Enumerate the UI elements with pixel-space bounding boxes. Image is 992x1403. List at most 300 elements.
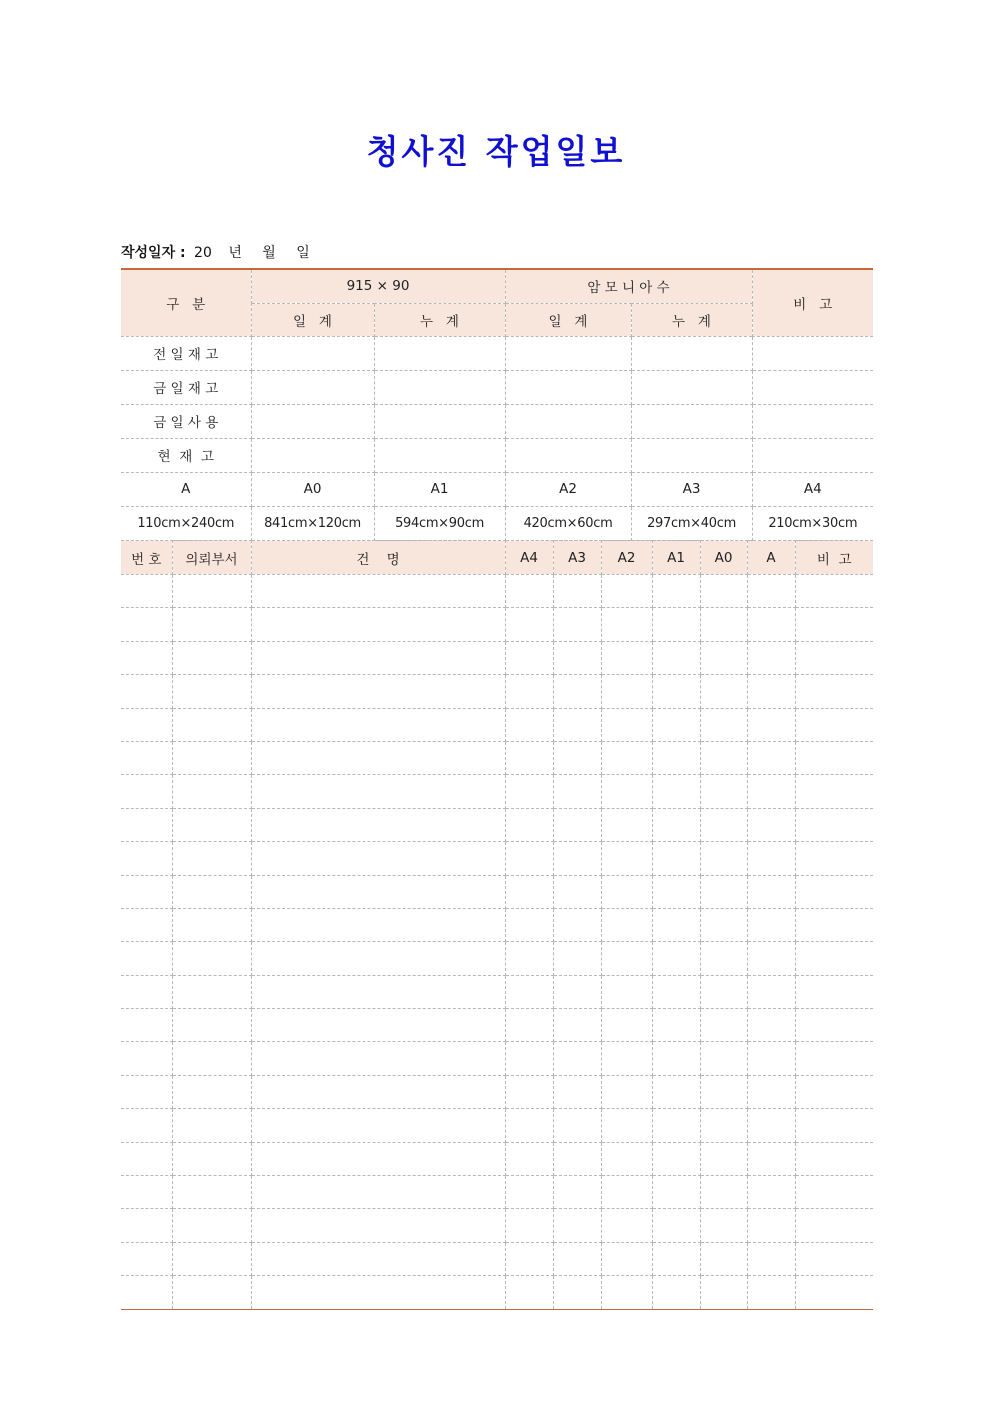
entry-cell[interactable] (601, 808, 652, 841)
entry-cell[interactable] (553, 1075, 601, 1108)
entry-cell[interactable] (505, 1009, 553, 1042)
entry-cell[interactable] (553, 842, 601, 875)
table-row (121, 908, 873, 941)
value-cell[interactable] (505, 404, 631, 438)
entry-cell[interactable] (747, 708, 795, 741)
date-line (121, 242, 314, 262)
entry-cell[interactable] (700, 842, 747, 875)
entry-cell[interactable] (505, 1276, 553, 1309)
entry-cell[interactable] (652, 942, 700, 975)
entry-cell[interactable] (652, 1109, 700, 1142)
entry-cell[interactable] (172, 775, 251, 808)
entry-cell[interactable] (251, 1142, 505, 1175)
entry-cell[interactable] (172, 808, 251, 841)
entry-cell[interactable] (601, 675, 652, 708)
entry-cell[interactable] (553, 775, 601, 808)
entry-cell[interactable] (553, 1109, 601, 1142)
entry-cell[interactable] (795, 1176, 873, 1209)
value-cell[interactable] (631, 438, 752, 472)
entry-cell[interactable] (700, 1075, 747, 1108)
entry-cell[interactable] (795, 1009, 873, 1042)
entry-cell[interactable] (172, 1242, 251, 1275)
table-row (121, 1042, 873, 1075)
entry-cell[interactable] (601, 908, 652, 941)
table-row (121, 975, 873, 1008)
header-a0: A0 (700, 541, 747, 575)
entry-cell[interactable] (172, 708, 251, 741)
value-cell[interactable] (374, 404, 505, 438)
row-label: 전 일 재 고 (121, 336, 251, 370)
entry-cell[interactable] (121, 875, 172, 908)
entry-cell[interactable] (553, 908, 601, 941)
entry-cell[interactable] (121, 842, 172, 875)
entry-cell[interactable] (747, 641, 795, 674)
entry-cell[interactable] (251, 741, 505, 774)
sub-header: 누 계 (631, 303, 752, 336)
entry-cell[interactable] (251, 608, 505, 641)
entry-cell[interactable] (121, 775, 172, 808)
entry-cell[interactable] (121, 675, 172, 708)
entry-cell[interactable] (652, 1209, 700, 1242)
entry-cell[interactable] (172, 942, 251, 975)
entry-cell[interactable] (553, 808, 601, 841)
entry-cell[interactable] (795, 875, 873, 908)
entry-cell[interactable] (251, 641, 505, 674)
entry-cell[interactable] (601, 975, 652, 1008)
entry-cell[interactable] (601, 842, 652, 875)
entry-cell[interactable] (251, 842, 505, 875)
entry-cell[interactable] (700, 1009, 747, 1042)
entry-cell[interactable] (172, 608, 251, 641)
table-row (121, 775, 873, 808)
date-year: 년 (228, 245, 242, 261)
entry-cell[interactable] (601, 1209, 652, 1242)
entry-cell[interactable] (553, 608, 601, 641)
entry-cell[interactable] (795, 1042, 873, 1075)
entry-cell[interactable] (652, 808, 700, 841)
entry-cell[interactable] (700, 741, 747, 774)
entry-cell[interactable] (795, 1242, 873, 1275)
entry-cell[interactable] (747, 775, 795, 808)
entry-cell[interactable] (700, 1276, 747, 1309)
entry-cell[interactable] (553, 708, 601, 741)
value-cell[interactable] (505, 336, 631, 370)
entry-cell[interactable] (251, 1075, 505, 1108)
entry-cell[interactable] (172, 1209, 251, 1242)
entry-cell[interactable] (747, 1142, 795, 1175)
entry-cell[interactable] (795, 641, 873, 674)
entry-cell[interactable] (172, 1276, 251, 1309)
entry-cell[interactable] (121, 1042, 172, 1075)
value-cell[interactable] (752, 438, 873, 472)
entry-cell[interactable] (172, 1075, 251, 1108)
entry-cell[interactable] (795, 1075, 873, 1108)
entry-cell[interactable] (121, 1242, 172, 1275)
entry-cell[interactable] (505, 775, 553, 808)
entry-cell[interactable] (251, 708, 505, 741)
value-cell[interactable] (374, 336, 505, 370)
table-row (121, 575, 873, 608)
entry-cell[interactable] (172, 641, 251, 674)
entry-cell[interactable] (505, 608, 553, 641)
entry-cell[interactable] (747, 808, 795, 841)
entry-cell[interactable] (652, 1009, 700, 1042)
entry-cell[interactable] (553, 1142, 601, 1175)
entry-cell[interactable] (601, 608, 652, 641)
entry-cell[interactable] (601, 1109, 652, 1142)
value-cell[interactable] (752, 370, 873, 404)
entry-cell[interactable] (652, 908, 700, 941)
entry-cell[interactable] (601, 1042, 652, 1075)
table-row (121, 1142, 873, 1175)
entry-cell[interactable] (652, 1276, 700, 1309)
entry-cell[interactable] (601, 775, 652, 808)
value-cell[interactable] (251, 370, 374, 404)
entry-cell[interactable] (700, 708, 747, 741)
entry-cell[interactable] (505, 942, 553, 975)
entry-cell[interactable] (795, 775, 873, 808)
header-a: A (747, 541, 795, 575)
entry-cell[interactable] (700, 808, 747, 841)
entry-cell[interactable] (700, 942, 747, 975)
entry-cell[interactable] (505, 1109, 553, 1142)
entry-cell[interactable] (121, 808, 172, 841)
header-department: 의뢰부서 (172, 541, 251, 575)
entry-cell[interactable] (121, 1075, 172, 1108)
entry-cell[interactable] (251, 875, 505, 908)
table-row (121, 1009, 873, 1042)
entry-cell[interactable] (700, 775, 747, 808)
entry-cell[interactable] (795, 575, 873, 608)
entry-cell[interactable] (121, 1276, 172, 1309)
entry-cell[interactable] (652, 875, 700, 908)
entry-cell[interactable] (795, 608, 873, 641)
entry-cell[interactable] (553, 1176, 601, 1209)
table-row (121, 675, 873, 708)
row-label: 현 재 고 (121, 438, 251, 472)
date-month: 월 (262, 245, 276, 261)
table-row (121, 1242, 873, 1275)
entry-cell[interactable] (553, 975, 601, 1008)
value-cell[interactable] (251, 336, 374, 370)
entry-cell[interactable] (505, 1176, 553, 1209)
sub-header: 일 계 (505, 303, 631, 336)
entry-cell[interactable] (172, 975, 251, 1008)
entry-cell[interactable] (700, 875, 747, 908)
header-note: 비 고 (795, 541, 873, 575)
entry-cell[interactable] (700, 1109, 747, 1142)
entry-cell[interactable] (121, 1009, 172, 1042)
entry-cell[interactable] (601, 1009, 652, 1042)
entry-cell[interactable] (505, 1042, 553, 1075)
entry-cell[interactable] (601, 875, 652, 908)
entry-cell[interactable] (700, 675, 747, 708)
entry-cell[interactable] (553, 1209, 601, 1242)
entry-cell[interactable] (172, 741, 251, 774)
entry-cell[interactable] (251, 1109, 505, 1142)
entry-cell[interactable] (505, 708, 553, 741)
entry-cell[interactable] (505, 1242, 553, 1275)
entry-cell[interactable] (505, 575, 553, 608)
header-number: 번 호 (121, 541, 172, 575)
dimension-label: 841cm×120cm (251, 506, 374, 540)
entry-cell[interactable] (251, 675, 505, 708)
entry-cell[interactable] (121, 741, 172, 774)
entry-cell[interactable] (747, 675, 795, 708)
header-a1: A1 (652, 541, 700, 575)
entry-cell[interactable] (172, 1009, 251, 1042)
value-cell[interactable] (505, 370, 631, 404)
entry-cell[interactable] (505, 808, 553, 841)
entry-cell[interactable] (652, 575, 700, 608)
dimension-label: 210cm×30cm (752, 506, 873, 540)
sub-header: 일 계 (251, 303, 374, 336)
entry-cell[interactable] (700, 608, 747, 641)
entry-cell[interactable] (747, 1242, 795, 1275)
entry-cell[interactable] (553, 641, 601, 674)
entry-cell[interactable] (553, 575, 601, 608)
entry-cell[interactable] (553, 1276, 601, 1309)
entry-cell[interactable] (121, 1142, 172, 1175)
entry-cell[interactable] (652, 1142, 700, 1175)
page-title: 청사진 작업일보 (366, 132, 626, 171)
entry-cell[interactable] (505, 1209, 553, 1242)
entry-cell[interactable] (121, 641, 172, 674)
entry-cell[interactable] (251, 808, 505, 841)
entry-cell[interactable] (652, 608, 700, 641)
table-row (121, 1109, 873, 1142)
header-a2: A2 (601, 541, 652, 575)
entry-cell[interactable] (652, 1042, 700, 1075)
header-a4: A4 (505, 541, 553, 575)
entry-cell[interactable] (251, 775, 505, 808)
entry-cell[interactable] (601, 708, 652, 741)
dimension-label: 297cm×40cm (631, 506, 752, 540)
entry-cell[interactable] (172, 1109, 251, 1142)
entry-cell[interactable] (601, 942, 652, 975)
entry-cell[interactable] (795, 908, 873, 941)
table-row (121, 741, 873, 774)
entry-cell[interactable] (553, 1042, 601, 1075)
size-label: A1 (374, 472, 505, 506)
entry-cell[interactable] (747, 1176, 795, 1209)
entry-cell[interactable] (505, 1075, 553, 1108)
entry-cell[interactable] (601, 1276, 652, 1309)
entry-cell[interactable] (121, 1109, 172, 1142)
entry-cell[interactable] (505, 1142, 553, 1175)
entry-cell[interactable] (652, 1242, 700, 1275)
entry-cell[interactable] (700, 975, 747, 1008)
entry-cell[interactable] (553, 942, 601, 975)
entry-cell[interactable] (795, 975, 873, 1008)
dimension-label: 420cm×60cm (505, 506, 631, 540)
entry-cell[interactable] (795, 1276, 873, 1309)
entry-cell[interactable] (700, 908, 747, 941)
entry-cell[interactable] (700, 1209, 747, 1242)
entry-cell[interactable] (700, 641, 747, 674)
value-cell[interactable] (251, 438, 374, 472)
entry-cell[interactable] (172, 575, 251, 608)
value-cell[interactable] (374, 370, 505, 404)
entry-cell[interactable] (652, 1075, 700, 1108)
entry-cell[interactable] (747, 1109, 795, 1142)
entry-cell[interactable] (251, 575, 505, 608)
table-row (121, 1176, 873, 1209)
entry-cell[interactable] (747, 908, 795, 941)
sub-header: 누 계 (374, 303, 505, 336)
entry-cell[interactable] (553, 875, 601, 908)
entry-cell[interactable] (251, 908, 505, 941)
entry-cell[interactable] (795, 842, 873, 875)
size-label: A2 (505, 472, 631, 506)
row-label: 금 일 사 용 (121, 404, 251, 438)
group2-header: 암 모 니 아 수 (505, 269, 752, 303)
entry-cell[interactable] (601, 1142, 652, 1175)
entry-cell[interactable] (747, 1009, 795, 1042)
entry-cell[interactable] (121, 708, 172, 741)
value-cell[interactable] (251, 404, 374, 438)
entry-cell[interactable] (505, 975, 553, 1008)
entry-cell[interactable] (601, 1242, 652, 1275)
entry-cell[interactable] (700, 1042, 747, 1075)
entry-cell[interactable] (251, 1242, 505, 1275)
table-row (121, 942, 873, 975)
date-day: 일 (296, 245, 310, 261)
entry-cell[interactable] (747, 1075, 795, 1108)
entry-cell[interactable] (795, 942, 873, 975)
entry-cell[interactable] (553, 741, 601, 774)
entry-cell[interactable] (795, 808, 873, 841)
entry-cell[interactable] (652, 675, 700, 708)
entry-cell[interactable] (121, 908, 172, 941)
entry-cell[interactable] (700, 1176, 747, 1209)
table-row (121, 1209, 873, 1242)
entry-cell[interactable] (795, 1109, 873, 1142)
table-row (121, 1075, 873, 1108)
entry-cell[interactable] (747, 1276, 795, 1309)
entry-cell[interactable] (652, 741, 700, 774)
summary-table (121, 268, 873, 541)
entry-cell[interactable] (172, 1042, 251, 1075)
entry-cell[interactable] (652, 641, 700, 674)
entry-cell[interactable] (172, 908, 251, 941)
entry-cell[interactable] (601, 1075, 652, 1108)
value-cell[interactable] (631, 404, 752, 438)
entry-cell[interactable] (747, 741, 795, 774)
entry-cell[interactable] (747, 842, 795, 875)
table-row (121, 708, 873, 741)
entry-cell[interactable] (601, 1176, 652, 1209)
entry-cell[interactable] (553, 1242, 601, 1275)
entry-cell[interactable] (505, 741, 553, 774)
entry-cell[interactable] (601, 575, 652, 608)
entry-cell[interactable] (121, 608, 172, 641)
size-label: A3 (631, 472, 752, 506)
entry-cell[interactable] (652, 1176, 700, 1209)
entry-cell[interactable] (795, 1142, 873, 1175)
value-cell[interactable] (505, 438, 631, 472)
entry-cell[interactable] (251, 1209, 505, 1242)
value-cell[interactable] (631, 370, 752, 404)
entry-cell[interactable] (795, 708, 873, 741)
entry-cell[interactable] (747, 975, 795, 1008)
entry-cell[interactable] (251, 1176, 505, 1209)
header-item-name: 건 명 (251, 541, 505, 575)
detail-table (121, 540, 873, 1310)
entry-cell[interactable] (553, 1009, 601, 1042)
entry-cell[interactable] (251, 942, 505, 975)
value-cell[interactable] (752, 404, 873, 438)
entry-cell[interactable] (601, 741, 652, 774)
entry-cell[interactable] (251, 975, 505, 1008)
entry-cell[interactable] (121, 1209, 172, 1242)
entry-cell[interactable] (172, 842, 251, 875)
entry-cell[interactable] (747, 1042, 795, 1075)
date-label: 작성일자 : (121, 245, 186, 261)
entry-cell[interactable] (505, 908, 553, 941)
dimension-label: 594cm×90cm (374, 506, 505, 540)
entry-cell[interactable] (652, 775, 700, 808)
entry-cell[interactable] (652, 842, 700, 875)
entry-cell[interactable] (505, 875, 553, 908)
entry-cell[interactable] (747, 1209, 795, 1242)
entry-cell[interactable] (172, 675, 251, 708)
row-label: 금 일 재 고 (121, 370, 251, 404)
div-header: 구 분 (121, 269, 251, 336)
entry-cell[interactable] (172, 875, 251, 908)
entry-cell[interactable] (553, 675, 601, 708)
entry-cell[interactable] (795, 741, 873, 774)
entry-cell[interactable] (747, 875, 795, 908)
entry-cell[interactable] (700, 575, 747, 608)
entry-cell[interactable] (601, 641, 652, 674)
table-row (121, 875, 873, 908)
entry-cell[interactable] (747, 608, 795, 641)
entry-cell[interactable] (121, 1176, 172, 1209)
dimension-label: 110cm×240cm (121, 506, 251, 540)
value-cell[interactable] (752, 336, 873, 370)
entry-cell[interactable] (251, 1276, 505, 1309)
table-row (121, 608, 873, 641)
value-cell[interactable] (631, 336, 752, 370)
header-a3: A3 (553, 541, 601, 575)
entry-cell[interactable] (652, 975, 700, 1008)
table-row (121, 1276, 873, 1309)
entry-cell[interactable] (251, 1042, 505, 1075)
entry-cell[interactable] (505, 842, 553, 875)
entry-cell[interactable] (700, 1242, 747, 1275)
entry-cell[interactable] (505, 675, 553, 708)
entry-cell[interactable] (121, 975, 172, 1008)
entry-cell[interactable] (795, 1209, 873, 1242)
entry-cell[interactable] (172, 1176, 251, 1209)
entry-cell[interactable] (172, 1142, 251, 1175)
entry-cell[interactable] (121, 942, 172, 975)
value-cell[interactable] (374, 438, 505, 472)
entry-cell[interactable] (795, 675, 873, 708)
entry-cell[interactable] (251, 1009, 505, 1042)
entry-cell[interactable] (121, 575, 172, 608)
size-label: A4 (752, 472, 873, 506)
entry-cell[interactable] (700, 1142, 747, 1175)
size-label: A (121, 472, 251, 506)
table-row (121, 842, 873, 875)
entry-cell[interactable] (747, 942, 795, 975)
entry-cell[interactable] (652, 708, 700, 741)
table-row (121, 641, 873, 674)
entry-cell[interactable] (747, 575, 795, 608)
entry-cell[interactable] (505, 641, 553, 674)
